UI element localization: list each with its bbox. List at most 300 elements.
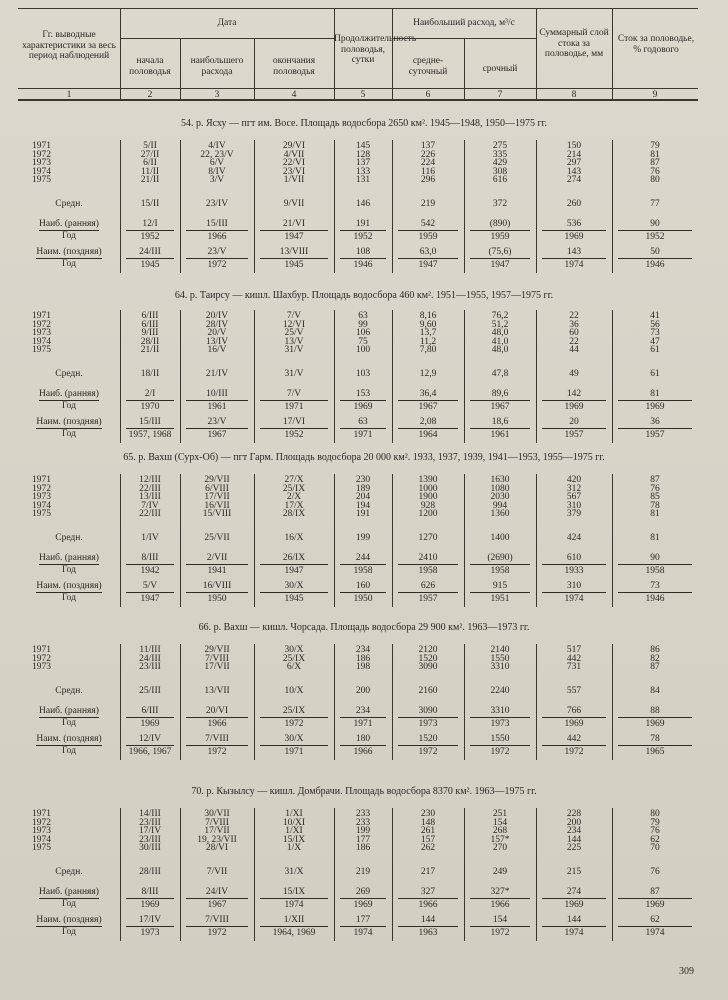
min-value-top: 17/IV bbox=[126, 915, 174, 927]
max-value-top: 7/V bbox=[260, 389, 328, 401]
max-value bbox=[542, 389, 606, 412]
max-year: 1969 bbox=[564, 718, 584, 729]
year-values-column: 6/III 6/III 9/III 28/II 21/II bbox=[140, 311, 160, 355]
min-value-top: 1520 bbox=[398, 734, 458, 746]
min-value-top: 143 bbox=[542, 247, 606, 259]
min-year: 1957 bbox=[645, 429, 665, 440]
mean-value: 12,9 bbox=[419, 368, 437, 379]
table-header bbox=[18, 8, 698, 100]
dates-group-header: Дата bbox=[217, 18, 237, 28]
mean-value: 84 bbox=[650, 685, 660, 696]
min-value bbox=[186, 417, 248, 440]
year-values-column: 233 233 199 177 186 bbox=[355, 809, 371, 853]
mean-value: 15/II bbox=[140, 198, 160, 209]
min-value-top: 62 bbox=[618, 915, 692, 927]
min-year: 1974 bbox=[564, 593, 584, 604]
station-table-section bbox=[18, 140, 698, 273]
max-value-top: 142 bbox=[542, 389, 606, 401]
min-year: 1950 bbox=[353, 593, 373, 604]
year-values-column: 76,2 51,2 48,0 41,0 48,0 bbox=[491, 311, 509, 355]
max-value-top: 269 bbox=[340, 887, 386, 899]
section-title: 54. р. Ясху — пгт им. Восе. Площадь водосбора 2650 км². 1945—1948, 1950—1975 гг. bbox=[180, 118, 548, 129]
max-year: 1970 bbox=[140, 401, 160, 412]
year-values-column: 2140 1550 3310 bbox=[490, 645, 510, 672]
min-year: 1957, 1968 bbox=[128, 429, 172, 440]
year-values-column: 230 148 261 157 262 bbox=[420, 809, 436, 853]
min-value-top: 15/III bbox=[126, 417, 174, 429]
min-value-top: 915 bbox=[470, 581, 530, 593]
year-values-column: 12/III 22/III 13/III 7/IV 22/III bbox=[139, 475, 161, 519]
min-value bbox=[618, 581, 692, 604]
year-values-column: 145 128 137 133 131 bbox=[355, 141, 371, 185]
mean-label: Средн. bbox=[55, 685, 83, 696]
min-value-top: 13/VIII bbox=[260, 247, 328, 259]
max-value bbox=[126, 389, 174, 412]
col-num: 4 bbox=[291, 90, 297, 100]
year-labels: 1971 1972 1973 1974 1975 bbox=[32, 141, 51, 185]
min-label bbox=[18, 417, 120, 439]
mean-value: 557 bbox=[566, 685, 582, 696]
min-label-text: Наим. (поздняя) bbox=[36, 246, 102, 257]
min-value bbox=[186, 247, 248, 270]
year-labels: 1971 1972 1973 1974 1975 bbox=[32, 809, 51, 853]
mean-value: 1/IV bbox=[141, 532, 159, 543]
max-value-top: 327 bbox=[398, 887, 458, 899]
max-value-top: 89,6 bbox=[470, 389, 530, 401]
max-value bbox=[260, 219, 328, 242]
year-values-column: 86 82 87 bbox=[650, 645, 660, 672]
min-label bbox=[18, 734, 120, 756]
min-year: 1946 bbox=[645, 259, 665, 270]
year-label: Год bbox=[62, 428, 76, 439]
max-year: 1967 bbox=[418, 401, 438, 412]
col2-header: начала половодья bbox=[129, 56, 171, 77]
min-value-top: 144 bbox=[542, 915, 606, 927]
min-value bbox=[260, 915, 328, 938]
min-value-top: 1/XII bbox=[260, 915, 328, 927]
max-label bbox=[18, 553, 120, 575]
mean-value: 25/VII bbox=[204, 532, 230, 543]
year-values-column: 2120 1520 3090 bbox=[418, 645, 438, 672]
min-value-top: 442 bbox=[542, 734, 606, 746]
mean-value: 199 bbox=[355, 532, 371, 543]
min-year: 1950 bbox=[207, 593, 227, 604]
min-year: 1974 bbox=[353, 927, 373, 938]
mean-value: 76 bbox=[650, 866, 660, 877]
mean-value: 424 bbox=[566, 532, 582, 543]
min-value bbox=[398, 734, 458, 757]
max-value-top: 2/I bbox=[126, 389, 174, 401]
min-label-text: Наим. (поздняя) bbox=[36, 914, 102, 925]
max-value-top: 153 bbox=[340, 389, 386, 401]
mean-value: 49 bbox=[569, 368, 579, 379]
max-value-top: 274 bbox=[542, 887, 606, 899]
max-year: 1959 bbox=[418, 231, 438, 242]
mean-value: 10/X bbox=[284, 685, 304, 696]
min-value-top: (75,6) bbox=[470, 247, 530, 259]
year-labels: 1971 1972 1973 1974 1975 bbox=[32, 311, 51, 355]
min-value bbox=[618, 247, 692, 270]
min-value bbox=[470, 915, 530, 938]
max-label bbox=[18, 389, 120, 411]
max-label-text: Наиб. (ранняя) bbox=[39, 886, 99, 897]
max-value bbox=[340, 553, 386, 576]
max-value-top: 36,4 bbox=[398, 389, 458, 401]
min-value bbox=[618, 734, 692, 757]
col-num: 8 bbox=[571, 90, 577, 100]
min-year: 1963 bbox=[418, 927, 438, 938]
max-value bbox=[340, 887, 386, 910]
min-year: 1972 bbox=[490, 746, 510, 757]
min-value bbox=[340, 417, 386, 440]
max-value-top: 81 bbox=[618, 389, 692, 401]
max-value-top: 327* bbox=[470, 887, 530, 899]
max-year: 1966 bbox=[207, 718, 227, 729]
max-value bbox=[340, 706, 386, 729]
col7-header: срочный bbox=[482, 64, 518, 74]
year-label: Год bbox=[62, 400, 76, 411]
mean-value: 47,8 bbox=[491, 368, 509, 379]
col8-header: Суммарный слой стока за половодье, мм bbox=[539, 28, 609, 59]
max-value-top: 88 bbox=[618, 706, 692, 718]
min-value bbox=[398, 581, 458, 604]
max-year: 1969 bbox=[564, 401, 584, 412]
min-value bbox=[126, 734, 174, 757]
min-value-top: 144 bbox=[398, 915, 458, 927]
year-values-column: 27/X 25/IX 2/X 17/X 28/IX bbox=[282, 475, 306, 519]
max-year: 1952 bbox=[645, 231, 665, 242]
max-value-top: 20/VI bbox=[186, 706, 248, 718]
max-year: 1961 bbox=[207, 401, 227, 412]
max-value bbox=[618, 706, 692, 729]
col4-header: окончания половодья bbox=[272, 56, 316, 77]
min-label bbox=[18, 247, 120, 269]
min-year: 1974 bbox=[564, 259, 584, 270]
year-label: Год bbox=[62, 564, 76, 575]
year-label: Год bbox=[62, 230, 76, 241]
max-value-top: 15/III bbox=[186, 219, 248, 231]
max-value-top: 766 bbox=[542, 706, 606, 718]
min-value-top: 18,6 bbox=[470, 417, 530, 429]
mean-value: 21/IV bbox=[205, 368, 229, 379]
min-value-top: 78 bbox=[618, 734, 692, 746]
min-value bbox=[398, 247, 458, 270]
year-label: Год bbox=[62, 592, 76, 603]
min-value bbox=[542, 581, 606, 604]
min-value bbox=[542, 247, 606, 270]
mean-value: 146 bbox=[355, 198, 371, 209]
section-title: 64. р. Таирсу — кишл. Шахбур. Площадь водосбора 460 км². 1951—1955, 1957—1975 гг. bbox=[174, 290, 554, 301]
min-value-top: 177 bbox=[340, 915, 386, 927]
max-value bbox=[126, 887, 174, 910]
year-values-column: 251 154 268 157* 270 bbox=[490, 809, 510, 853]
col5-header: Продолжительность половодья, сутки bbox=[334, 34, 417, 65]
min-year: 1961 bbox=[490, 429, 510, 440]
max-year: 1972 bbox=[284, 718, 304, 729]
mean-value: 7/VII bbox=[206, 866, 228, 877]
mean-value: 200 bbox=[355, 685, 371, 696]
col-num: 6 bbox=[425, 90, 431, 100]
year-values-column: 29/VII 7/VIII 17/VII bbox=[204, 645, 230, 672]
max-value-top: 2410 bbox=[398, 553, 458, 565]
year-values-column: 230 189 204 194 191 bbox=[355, 475, 371, 519]
min-value bbox=[618, 417, 692, 440]
min-year: 1947 bbox=[140, 593, 160, 604]
min-value bbox=[398, 915, 458, 938]
max-year: 1967 bbox=[490, 401, 510, 412]
year-values-column: 1390 1000 1900 928 1200 bbox=[418, 475, 438, 519]
max-label-text: Наиб. (ранняя) bbox=[39, 705, 99, 716]
min-value bbox=[340, 915, 386, 938]
max-value bbox=[340, 219, 386, 242]
mean-value: 249 bbox=[492, 866, 508, 877]
min-value bbox=[126, 581, 174, 604]
mean-label: Средн. bbox=[55, 532, 83, 543]
max-value bbox=[186, 887, 248, 910]
min-value-top: 36 bbox=[618, 417, 692, 429]
min-value-top: 5/V bbox=[126, 581, 174, 593]
mean-value: 2240 bbox=[490, 685, 510, 696]
max-value bbox=[398, 389, 458, 412]
min-year: 1964 bbox=[418, 429, 438, 440]
min-value-top: 7/VIII bbox=[186, 734, 248, 746]
min-value-top: 63 bbox=[340, 417, 386, 429]
mean-value: 23/IV bbox=[205, 198, 229, 209]
year-values-column: 87 76 85 78 81 bbox=[650, 475, 660, 519]
max-value-top: 90 bbox=[618, 219, 692, 231]
max-value bbox=[542, 706, 606, 729]
year-values-column: 275 335 429 308 616 bbox=[492, 141, 508, 185]
max-year: 1947 bbox=[284, 565, 304, 576]
max-value-top: 2/VII bbox=[186, 553, 248, 565]
mean-value: 219 bbox=[355, 866, 371, 877]
min-value-top: 626 bbox=[398, 581, 458, 593]
year-values-column: 1630 1080 2030 994 1360 bbox=[490, 475, 510, 519]
max-label bbox=[18, 706, 120, 728]
min-year: 1972 bbox=[490, 927, 510, 938]
max-value-top: 90 bbox=[618, 553, 692, 565]
max-year: 1973 bbox=[490, 718, 510, 729]
mean-label: Средн. bbox=[55, 866, 83, 877]
mean-value: 81 bbox=[650, 532, 660, 543]
min-year: 1974 bbox=[564, 927, 584, 938]
max-value bbox=[398, 706, 458, 729]
min-value bbox=[126, 417, 174, 440]
max-value bbox=[618, 887, 692, 910]
max-value bbox=[470, 219, 530, 242]
min-value-top: 23/V bbox=[186, 247, 248, 259]
max-value-top: 12/I bbox=[126, 219, 174, 231]
station-table-section bbox=[18, 644, 698, 760]
max-value-top: 610 bbox=[542, 553, 606, 565]
min-value-top: 16/VIII bbox=[186, 581, 248, 593]
max-value bbox=[470, 553, 530, 576]
min-value-top: 17/VI bbox=[260, 417, 328, 429]
station-table-section bbox=[18, 310, 698, 443]
year-values-column: 7/V 12/VI 25/V 13/V 31/V bbox=[282, 311, 306, 355]
min-value bbox=[542, 734, 606, 757]
max-year: 1969 bbox=[353, 899, 373, 910]
max-value-top: 25/IX bbox=[260, 706, 328, 718]
min-label-text: Наим. (поздняя) bbox=[36, 416, 102, 427]
min-value bbox=[260, 417, 328, 440]
max-value bbox=[618, 219, 692, 242]
min-value bbox=[470, 581, 530, 604]
mean-value: 219 bbox=[420, 198, 436, 209]
max-year: 1933 bbox=[564, 565, 584, 576]
min-value-top: 2,08 bbox=[398, 417, 458, 429]
mean-value: 1270 bbox=[418, 532, 438, 543]
year-values-column: 420 312 567 310 379 bbox=[566, 475, 582, 519]
mean-value: 31/V bbox=[284, 368, 304, 379]
max-year: 1971 bbox=[284, 401, 304, 412]
year-values-column: 20/IV 28/IV 20/V 13/IV 16/V bbox=[205, 311, 229, 355]
min-value bbox=[542, 417, 606, 440]
year-values-column: 80 79 76 62 70 bbox=[650, 809, 660, 853]
min-value-top: 24/III bbox=[126, 247, 174, 259]
max-label-text: Наиб. (ранняя) bbox=[39, 552, 99, 563]
max-value bbox=[126, 553, 174, 576]
min-value-top: 50 bbox=[618, 247, 692, 259]
max-year: 1969 bbox=[140, 718, 160, 729]
year-values-column: 30/VII 7/VIII 17/VII 19, 23/VII 28/VI bbox=[197, 809, 237, 853]
min-year: 1965 bbox=[645, 746, 665, 757]
year-values-column: 29/VI 4/VII 22/VI 23/VI 1/VII bbox=[282, 141, 306, 185]
section-title: 66. р. Вахш — кишл. Чорсада. Площадь водосбора 29 900 км². 1963—1973 гг. bbox=[198, 622, 530, 633]
min-value-top: 63,0 bbox=[398, 247, 458, 259]
min-year: 1972 bbox=[418, 746, 438, 757]
min-value-top: 23/V bbox=[186, 417, 248, 429]
mean-label: Средн. bbox=[55, 368, 83, 379]
min-value bbox=[126, 247, 174, 270]
min-year: 1973 bbox=[140, 927, 160, 938]
min-year: 1972 bbox=[207, 259, 227, 270]
max-value bbox=[470, 706, 530, 729]
min-value bbox=[260, 581, 328, 604]
col-num: 5 bbox=[360, 90, 366, 100]
max-value bbox=[470, 887, 530, 910]
year-labels: 1971 1972 1973 bbox=[32, 645, 51, 672]
section-title: 65. р. Вахш (Сурх-Об) — пгт Гарм. Площадь водосбора 20 000 км². 1933, 1937, 1939, 1941—1953, 1955—1975 гг. bbox=[123, 452, 605, 463]
min-year: 1971 bbox=[284, 746, 304, 757]
min-value bbox=[340, 734, 386, 757]
max-year: 1958 bbox=[490, 565, 510, 576]
min-label-text: Наим. (поздняя) bbox=[36, 580, 102, 591]
mean-label: Средн. bbox=[55, 198, 83, 209]
station-table-section bbox=[18, 808, 698, 941]
year-values-column: 234 186 198 bbox=[355, 645, 371, 672]
max-value-top: 87 bbox=[618, 887, 692, 899]
min-value-top: 108 bbox=[340, 247, 386, 259]
max-year: 1969 bbox=[645, 899, 665, 910]
max-value-top: 536 bbox=[542, 219, 606, 231]
max-year: 1958 bbox=[645, 565, 665, 576]
max-year: 1974 bbox=[284, 899, 304, 910]
max-value bbox=[398, 553, 458, 576]
max-value bbox=[542, 219, 606, 242]
max-value bbox=[186, 389, 248, 412]
min-year: 1952 bbox=[284, 429, 304, 440]
max-year: 1969 bbox=[564, 231, 584, 242]
min-value bbox=[186, 915, 248, 938]
min-year: 1964, 1969 bbox=[272, 927, 316, 938]
year-values-column: 150 214 297 143 274 bbox=[566, 141, 582, 185]
year-values-column: 4/IV 22, 23/V 6/V 8/IV 3/V bbox=[200, 141, 234, 185]
mean-value: 103 bbox=[355, 368, 371, 379]
min-label-text: Наим. (поздняя) bbox=[36, 733, 102, 744]
year-values-column: 41 56 73 47 61 bbox=[650, 311, 660, 355]
min-year: 1972 bbox=[207, 746, 227, 757]
mean-value: 28/III bbox=[139, 866, 161, 877]
min-value bbox=[340, 247, 386, 270]
max-value-top: 8/III bbox=[126, 553, 174, 565]
max-year: 1969 bbox=[564, 899, 584, 910]
max-label-text: Наиб. (ранняя) bbox=[39, 218, 99, 229]
year-label: Год bbox=[62, 258, 76, 269]
min-value-top: 1550 bbox=[470, 734, 530, 746]
min-value bbox=[186, 581, 248, 604]
mean-value: 77 bbox=[650, 198, 660, 209]
max-value bbox=[186, 219, 248, 242]
max-value bbox=[260, 553, 328, 576]
year-label: Год bbox=[62, 926, 76, 937]
max-value bbox=[260, 706, 328, 729]
min-value bbox=[186, 734, 248, 757]
max-year: 1971 bbox=[353, 718, 373, 729]
max-year: 1973 bbox=[418, 718, 438, 729]
mean-value: 2160 bbox=[418, 685, 438, 696]
mean-value: 13/VII bbox=[204, 685, 230, 696]
mean-value: 25/III bbox=[139, 685, 161, 696]
year-values-column: 63 99 106 75 100 bbox=[355, 311, 371, 355]
min-value-top: 160 bbox=[340, 581, 386, 593]
year-values-column: 22 36 60 22 44 bbox=[569, 311, 579, 355]
min-label bbox=[18, 581, 120, 603]
max-label bbox=[18, 219, 120, 241]
max-value-top: 24/IV bbox=[186, 887, 248, 899]
min-value bbox=[260, 734, 328, 757]
min-year: 1957 bbox=[564, 429, 584, 440]
min-value-top: 12/IV bbox=[126, 734, 174, 746]
min-year: 1945 bbox=[284, 593, 304, 604]
max-value-top: 26/IX bbox=[260, 553, 328, 565]
max-value bbox=[542, 887, 606, 910]
station-table-section bbox=[18, 474, 698, 607]
min-year: 1945 bbox=[140, 259, 160, 270]
max-year: 1969 bbox=[353, 401, 373, 412]
min-value bbox=[260, 247, 328, 270]
col3-header: наибольшего расхода bbox=[190, 56, 244, 77]
min-value bbox=[618, 915, 692, 938]
min-year: 1974 bbox=[645, 927, 665, 938]
year-values-column: 30/X 25/IX 6/X bbox=[282, 645, 306, 672]
year-values-column: 137 226 224 116 296 bbox=[420, 141, 436, 185]
min-year: 1946 bbox=[645, 593, 665, 604]
max-value bbox=[542, 553, 606, 576]
year-values-column: 228 200 234 144 225 bbox=[566, 809, 582, 853]
min-year: 1957 bbox=[418, 593, 438, 604]
max-year: 1966 bbox=[490, 899, 510, 910]
col6-header: средне-суточный bbox=[408, 56, 448, 77]
min-value-top: 30/X bbox=[260, 734, 328, 746]
max-year: 1969 bbox=[140, 899, 160, 910]
min-value-top: 154 bbox=[470, 915, 530, 927]
min-year: 1966 bbox=[353, 746, 373, 757]
year-values-column: 14/III 23/III 17/IV 23/III 30/III bbox=[138, 809, 162, 853]
max-value bbox=[186, 706, 248, 729]
max-year: 1958 bbox=[418, 565, 438, 576]
year-values-column: 8,16 9,60 13,7 11,2 7,80 bbox=[419, 311, 437, 355]
